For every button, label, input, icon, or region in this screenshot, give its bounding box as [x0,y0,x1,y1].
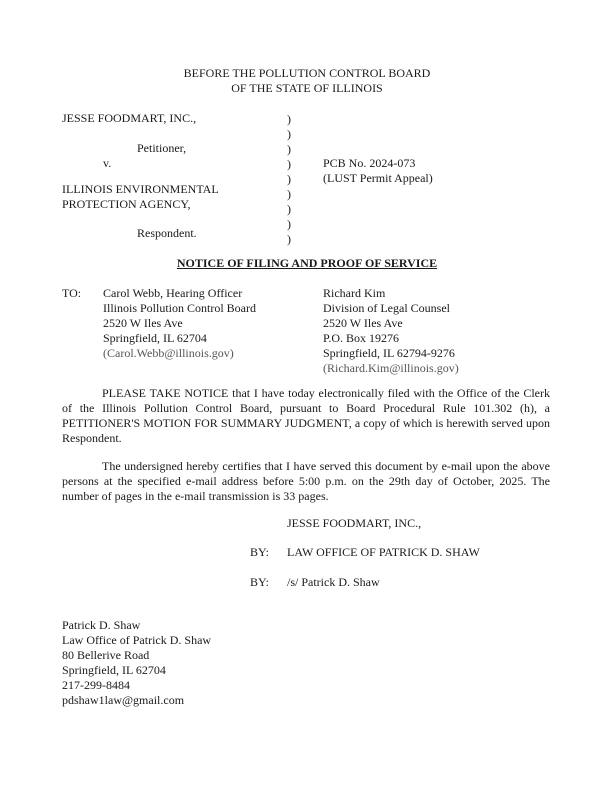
bracket-mark: ) [287,127,291,141]
respondent-line-2: PROTECTION AGENCY, [62,197,191,211]
notice-paragraph: PLEASE TAKE NOTICE that I have today electronically filed with the Office of the Clerk of the Illinois Pollution Control Board, pursuant to Board Procedural Rule 101.302 (h), a PETITIONER'S MOTION FOR SUMMARY JUDGMENT, a copy of which is herewith served upon Respondent. [62,386,550,445]
recipient-1-city: Springfield, IL 62704 [103,331,207,345]
petitioner-name: JESSE FOODMART, INC., [62,111,197,125]
attorney-contact [62,618,211,708]
contact-phone: 217-299-8484 [62,678,130,692]
recipient-2-org: Division of Legal Counsel [323,301,450,315]
certification-paragraph: The undersigned hereby certifies that I have served this document by e-mail upon the above persons at the specified e-mail address before 5:00 p.m. on the 29th day of October, 2025. The number of pages in the e-mail transmission is 33 pages. [62,459,550,503]
bracket-mark: ) [287,172,291,186]
recipient-2 [323,286,459,376]
electronic-signature: /s/ Patrick D. Shaw [287,575,380,589]
by-label-2: BY: [250,575,269,589]
recipient-2-name: Richard Kim [323,286,386,300]
recipient-2-city: Springfield, IL 62794-9276 [323,346,455,360]
case-type: (LUST Permit Appeal) [323,171,433,185]
bracket-mark: ) [287,187,291,201]
bracket-mark: ) [287,232,291,246]
contact-street: 80 Bellerive Road [62,648,150,662]
recipient-1-name: Carol Webb, Hearing Officer [103,286,243,300]
petitioner-role: Petitioner, [137,141,187,155]
contact-name: Patrick D. Shaw [62,618,141,632]
contact-email: pdshaw1law@gmail.com [62,693,185,707]
notice-title: NOTICE OF FILING AND PROOF OF SERVICE [176,256,438,270]
bracket-mark: ) [287,217,291,231]
recipient-1-street: 2520 W Iles Ave [103,316,183,330]
bracket-mark: ) [287,202,291,216]
recipient-2-street: 2520 W Iles Ave [323,316,403,330]
recipient-2-email: (Richard.Kim@illinois.gov) [323,361,459,375]
bracket-mark: ) [287,142,291,156]
by-value-1: LAW OFFICE OF PATRICK D. SHAW [287,545,480,559]
to-label: TO: [62,286,82,300]
bracket-mark: ) [287,112,291,126]
by-label-1: BY: [250,545,269,559]
caption-bracket [287,112,291,247]
signature-party: JESSE FOODMART, INC., [287,516,422,530]
recipient-1-org: Illinois Pollution Control Board [103,301,257,315]
recipient-1 [103,286,256,361]
recipient-1-email: (Carol.Webb@illinois.gov) [103,346,234,360]
versus: v. [103,156,112,170]
respondent-line-1: ILLINOIS ENVIRONMENTAL [62,182,219,196]
case-number: PCB No. 2024-073 [323,156,416,170]
respondent-role: Respondent. [137,226,197,240]
recipient-2-pobox: P.O. Box 19276 [323,331,400,345]
court-header-line-1: BEFORE THE POLLUTION CONTROL BOARD [183,66,431,80]
contact-city: Springfield, IL 62704 [62,663,166,677]
bracket-mark: ) [287,157,291,171]
court-header-line-2: OF THE STATE OF ILLINOIS [231,81,383,95]
contact-firm: Law Office of Patrick D. Shaw [62,633,212,647]
